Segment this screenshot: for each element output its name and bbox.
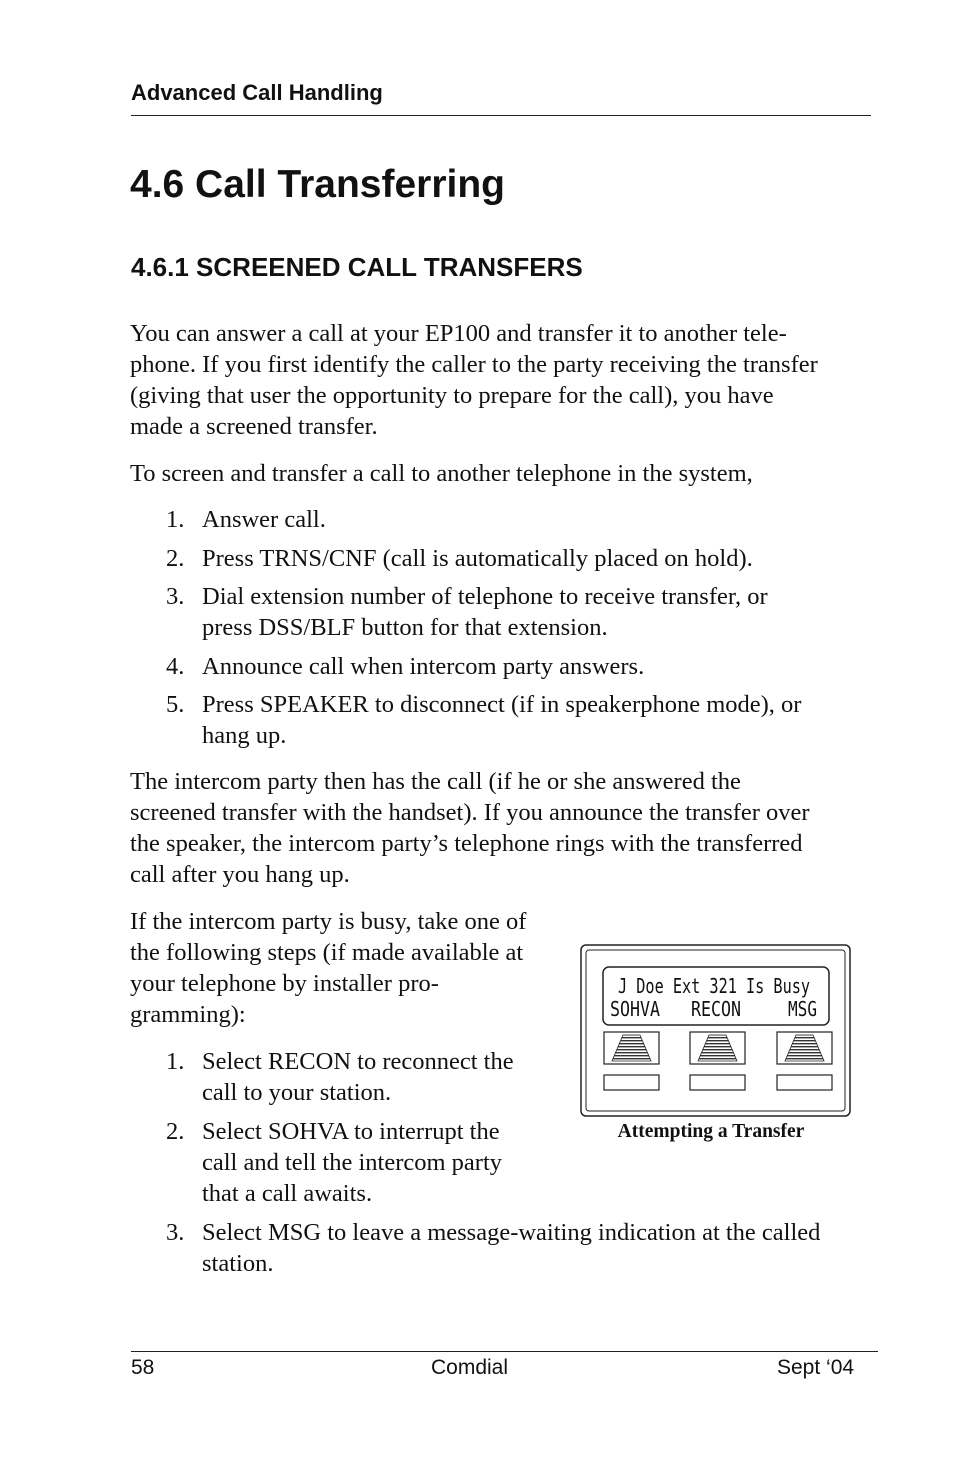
step-text: hang up.	[202, 722, 287, 749]
figure-caption: Attempting a Transfer	[617, 1121, 805, 1142]
lcd-line-1: J Doe Ext 321 Is Busy	[618, 974, 810, 998]
text-line: screened transfer with the handset). If you announce the transfer over	[130, 799, 810, 826]
text-line: your telephone by installer pro-	[130, 970, 439, 997]
phone-display-figure	[580, 944, 851, 1117]
step-text: Select RECON to reconnect the	[202, 1048, 514, 1075]
text-line: If the intercom party is busy, take one of	[130, 908, 527, 935]
section-title: 4.6 Call Transferring	[130, 163, 505, 206]
step-text: station.	[202, 1250, 274, 1277]
footer-date: Sept ‘04	[777, 1356, 855, 1379]
footer-rule	[131, 1351, 878, 1352]
step-number: 2.	[166, 1118, 185, 1145]
step-text: Select MSG to leave a message-waiting indication at the called	[202, 1219, 821, 1246]
footer-publisher: Comdial	[431, 1356, 509, 1379]
lead-sentence: To screen and transfer a call to another telephone in the system,	[130, 460, 753, 487]
softkey-label-sohva: SOHVA	[610, 997, 660, 1021]
step-text: call and tell the intercom party	[202, 1149, 503, 1176]
step-number: 5.	[166, 691, 185, 718]
text-line: (giving that user the opportunity to prepare for the call), you have	[130, 382, 774, 409]
text-line: the following steps (if made available at	[130, 939, 524, 966]
busy-paragraph	[130, 906, 526, 1030]
step-number: 2.	[166, 545, 185, 572]
text-line: phone. If you first identify the caller to the party receiving the transfer	[130, 351, 818, 378]
header-rule	[131, 115, 871, 116]
softkey-button-msg[interactable]	[777, 1032, 832, 1064]
softkey-led-msg	[777, 1075, 832, 1090]
softkey-button-recon[interactable]	[690, 1032, 745, 1064]
softkey-button-sohva[interactable]	[604, 1032, 659, 1064]
running-header: Advanced Call Handling	[131, 80, 383, 105]
step-number: 3.	[166, 583, 185, 610]
page-number: 58	[131, 1356, 155, 1379]
text-line: call after you hang up.	[130, 861, 350, 888]
text-line: gramming):	[130, 1001, 246, 1028]
text-line: The intercom party then has the call (if he or she answered the	[130, 768, 741, 795]
text-line: You can answer a call at your EP100 and transfer it to another tele-	[130, 320, 787, 347]
softkey-label-msg: MSG	[788, 997, 817, 1021]
softkey-led-sohva	[604, 1075, 659, 1090]
step-text: Announce call when intercom party answers.	[202, 653, 645, 680]
step-text: call to your station.	[202, 1079, 392, 1106]
softkey-label-recon: RECON	[691, 997, 741, 1021]
step-number: 1.	[166, 1048, 185, 1075]
step-text: that a call awaits.	[202, 1180, 373, 1207]
step-number: 1.	[166, 506, 185, 533]
step-text: Press SPEAKER to disconnect (if in speakerphone mode), or	[202, 691, 802, 718]
step-number: 3.	[166, 1219, 185, 1246]
step-text: press DSS/BLF button for that extension.	[202, 614, 608, 641]
step-number: 4.	[166, 653, 185, 680]
step-text: Answer call.	[202, 506, 326, 533]
step-text: Select SOHVA to interrupt the	[202, 1118, 500, 1145]
step-text: Press TRNS/CNF (call is automatically placed on hold).	[202, 545, 753, 572]
after-paragraph	[130, 766, 810, 890]
subsection-title: 4.6.1 SCREENED CALL TRANSFERS	[131, 252, 583, 282]
softkey-led-recon	[690, 1075, 745, 1090]
intro-paragraph	[130, 318, 818, 442]
text-line: the speaker, the intercom party’s telephone rings with the transferred	[130, 830, 803, 857]
step-text: Dial extension number of telephone to receive transfer, or	[202, 583, 768, 610]
text-line: made a screened transfer.	[130, 413, 378, 440]
